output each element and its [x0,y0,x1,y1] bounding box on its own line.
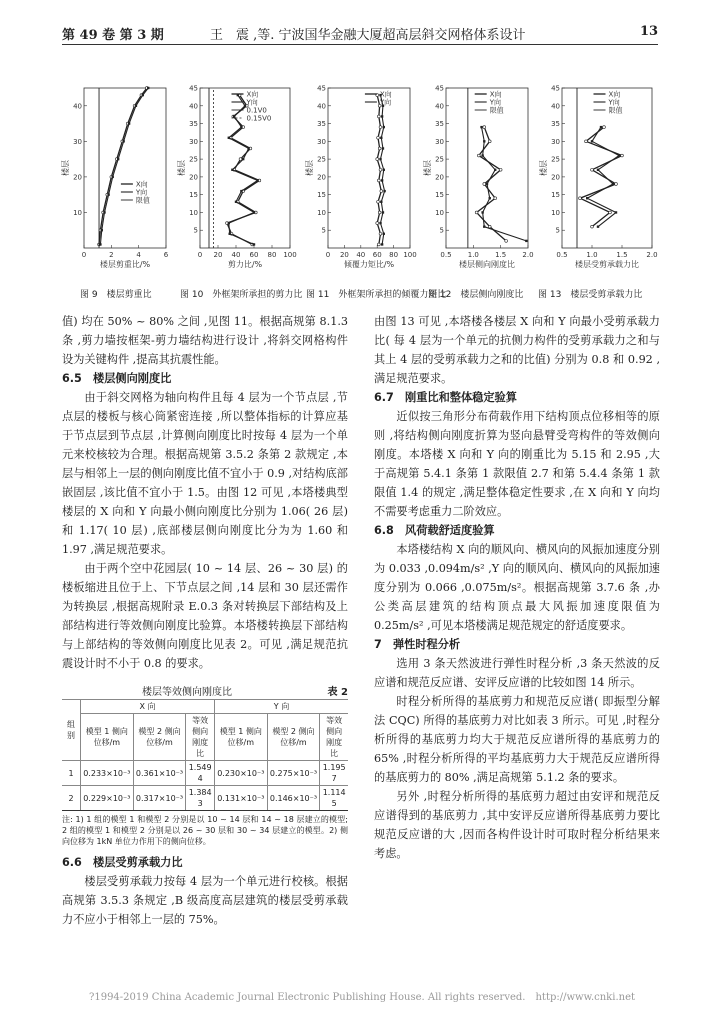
data-point [486,183,488,185]
data-point [483,225,485,227]
y-tick-label: 10 [73,208,82,217]
data-point [117,158,119,160]
figure-10 [178,80,298,284]
journal-volume: 第 49 卷 第 3 期 [62,28,164,43]
x-tick-label: 0 [81,251,87,259]
cell: 2 [62,786,81,811]
x-tick-label: 100 [403,251,417,259]
x-tick-label: 80 [389,251,399,259]
y-tick-label: 20 [317,173,326,182]
y-tick-label: 10 [435,208,444,217]
data-point [122,140,124,142]
data-point [380,201,382,203]
figure-9 [62,80,174,284]
x-tick-label: 4 [136,251,141,259]
data-point [505,239,508,242]
y-tick-label: 20 [551,173,560,182]
y-tick-label: 35 [435,120,444,129]
y-tick-label: 25 [189,155,198,164]
paragraph: 时程分析所得的基底剪力和规范反应谱( 即振型分解法 CQC) 所得的基底剪力对比如表 3 所示。可见 ,时程分析所得的基底剪力均大于规范反应谱所得的基底剪力的 65% ,时程分析所得的平均基底剪力大于规范反应谱所得的基底剪力的 80% ,满足高规第 5.1.2 条的要求。 [374,695,660,784]
series-line [100,88,148,244]
data-point [231,169,233,171]
data-point [475,211,478,214]
series-line [477,127,507,241]
cell: 1.384 3 [186,786,215,811]
data-point [618,154,620,156]
x-axis-label: 楼层剪重比/% [99,260,151,269]
data-point [489,197,491,199]
data-point [256,179,258,181]
y-tick-label: 40 [551,102,560,111]
y-tick-label: 5 [321,226,326,235]
x-tick-label: 100 [283,251,297,259]
y-tick-label: 20 [189,173,198,182]
page-number: 13 [640,24,659,39]
y-tick-label: 45 [551,84,560,93]
table-title: 楼层等效侧向刚度比 [142,687,232,698]
data-point [380,137,382,139]
data-point [600,126,602,128]
data-point [228,222,230,224]
y-tick-label: 30 [435,137,444,146]
data-point [242,158,244,160]
table-header-row [62,714,348,761]
paragraph: 本塔楼结构 X 向的顺风向、横风向的风振加速度分别为 0.033 ,0.094m/s² ,Y 向的顺风向、横风向的风振加速度分别为 0.066 ,0.075m/s²。根据高规第 3.7.6 条 ,办公类高层建筑的结构顶点最大风振加速度限值为 0.25m/s² ,可见本塔楼满足规范规定的舒适度要求。 [374,543,660,632]
figure-13 [540,80,660,284]
paragraph: 另外 ,时程分析所得的基底剪力超过由安评和规范反应谱得到的基底剪力 ,其中安评反应谱所得基底剪力要比规范反应谱的大 ,因而各构件设计时可取时程分析结果来考虑。 [374,790,660,860]
data-point [488,140,491,143]
th-model2: 模型 2 侧向位移/m [133,714,186,761]
legend-label: X向 [489,90,502,99]
x-tick-label: 20 [213,251,223,259]
data-point [377,179,380,182]
data-point [609,211,612,214]
data-point [376,222,379,225]
data-point [381,115,383,117]
y-tick-label: 15 [189,191,198,200]
legend-label: 限值 [608,106,623,115]
x-axis-label: 楼层侧向刚度比 [459,260,515,269]
data-point [383,126,385,128]
x-tick-label: 6 [163,251,169,259]
data-point [377,200,380,203]
paragraph: 值) 均在 50% ~ 80% 之间 ,见图 11。根据高规第 8.1.3 条 ,剪力墙按框架-剪力墙结构进行设计 ,将斜交网格构件设为关键构件 ,提高其抗震性能。 [62,315,348,366]
data-point [233,115,235,117]
x-tick-label: 2.0 [522,251,534,259]
y-tick-label: 40 [435,102,444,111]
header-rule [62,44,658,45]
x-tick-label: 60 [249,251,259,259]
x-axis-label: 倾覆力矩比/% [343,260,395,269]
y-tick-label: 30 [189,137,198,146]
y-tick-label: 10 [551,208,560,217]
cell: 0.146×10⁻³ [267,786,320,811]
paragraph: 近似按三角形分布荷载作用下结构顶点位移相等的原则 ,将结构侧向刚度折算为竖向悬臂受弯构件的等效侧向刚度。本塔楼 X 向和 Y 向的刚重比为 5.15 和 2.95 ,大于高规第 5.4.1 条第 1 款限值 2.7 和第 5.4.4 条第 1 款限值 1.4 的规定 ,满足整体稳定性要求 ,在 X 向和 Y 向均不需要考虑重力二阶效应。 [374,410,660,518]
data-point [494,169,496,171]
y-tick-label: 25 [435,155,444,164]
data-point [585,140,588,143]
data-point [128,122,130,124]
y-tick-label: 5 [555,226,560,235]
data-point [377,136,380,139]
y-tick-label: 45 [189,84,198,93]
x-tick-label: 40 [356,251,366,259]
cell: 1.549 4 [186,761,215,786]
cell: 0.361×10⁻³ [133,761,186,786]
y-tick-label: 10 [189,208,198,217]
x-tick-label: 60 [372,251,382,259]
data-point [483,183,486,186]
legend-label: X向 [135,180,148,189]
section-heading-6-7: 6.7 刚重比和整体稳定验算 [374,391,517,404]
legend-label: 0.15V0 [246,114,272,123]
data-point [591,168,594,171]
data-point [377,243,380,246]
data-point [229,233,231,235]
data-point [142,94,144,96]
data-point [135,105,137,107]
x-tick-label: 2.0 [646,251,658,259]
data-point [621,154,624,157]
paragraph: 由图 13 可见 ,本塔楼各楼层 X 向和 Y 向最小受剪承载力比( 每 4 层为一个单元的抗侧力构件的受剪承载力之和与其上 4 层的受剪承载力之和的比值) 分别为 0.8 和 0.92 ,满足规范要求。 [374,315,660,385]
data-point [603,126,606,129]
data-point [480,126,482,128]
caption-fig12: 图 12 楼层侧向刚度比 [428,290,524,300]
copyright-footer: ?1994-2019 China Academic Journal Electronic Publishing House. All rights reserved. http://www.cnki.net [88,992,635,1003]
x-tick-label: 1.0 [467,251,479,259]
stiffness-table [62,699,348,811]
x-tick-label: 1.5 [495,251,507,259]
x-axis-label: 楼层受剪承载力比 [575,260,639,269]
x-tick-label: 20 [339,251,349,259]
legend-label: X向 [379,90,392,99]
paragraph: 由于两个空中花园层( 10 ~ 14 层、26 ~ 30 层) 的楼板缩进且位于上、下节点层之间 ,14 层和 30 层还需作为转换层 ,根据高规附录 E.0.3 条对转换层下部结构及上部结构进行等效侧向刚度比验算。本塔楼转换层下部结构与上部结构的等效侧向刚度比见表 2。可见 ,满足规范抗震设计时不小于 0.8 的要求。 [62,562,348,670]
y-tick-label: 20 [435,173,444,182]
table-caption [62,683,348,699]
data-point [376,158,379,161]
data-point [525,240,527,242]
table-row [62,786,348,811]
data-point [477,154,480,157]
cell: 1.195 7 [320,761,348,786]
y-axis-label: 楼层 [177,160,186,176]
x-tick-label: 2 [109,251,114,259]
y-tick-label: 20 [73,173,82,182]
x-tick-label: 0 [325,251,331,259]
data-point [240,126,242,128]
data-point [615,211,617,213]
data-point [99,243,101,245]
data-point [101,229,103,231]
section-heading-6-6: 6.6 楼层受剪承载力比 [62,856,183,869]
data-point [380,190,383,193]
legend-label: 0.1V0 [246,106,267,115]
data-point [379,168,382,171]
x-tick-label: 0.5 [556,251,568,259]
th-y: Y 向 [214,700,348,714]
data-point [228,137,230,139]
caption-fig13: 图 13 楼层受剪承载力比 [538,290,643,300]
caption-fig10: 图 10 外框架所承担的剪力比 [180,290,303,300]
y-tick-label: 5 [193,226,198,235]
data-point [112,176,114,178]
cell: 0.233×10⁻³ [81,761,134,786]
data-point [615,183,618,186]
data-point [483,140,485,142]
legend-label: Y向 [489,98,501,107]
data-point [382,211,384,213]
plot-frame [562,88,652,248]
legend-label: 限值 [135,196,150,205]
data-point [240,190,242,192]
data-point [378,211,381,214]
table-label: 表 2 [327,687,348,698]
y-tick-label: 15 [551,191,560,200]
y-tick-label: 30 [317,137,326,146]
figure-12 [424,80,536,284]
x-tick-label: 1.0 [586,251,598,259]
running-title: 王 震 ,等. 宁波国华金融大厦超高层斜交网格体系设计 [210,28,526,43]
data-point [379,232,382,235]
y-tick-label: 45 [317,84,326,93]
legend-label: Y向 [608,98,620,107]
legend-label: Y向 [135,188,148,197]
right-column [374,312,660,863]
data-point [381,179,383,181]
data-point [381,243,383,245]
x-tick-label: 0 [197,251,203,259]
th-model1: 模型 1 侧向位移/m [81,714,134,761]
y-axis-label: 楼层 [61,160,70,176]
table-row [62,761,348,786]
cell: 0.230×10⁻³ [214,761,267,786]
data-point [377,115,380,118]
paragraph: 选用 3 条天然波进行弹性时程分析 ,3 条天然波的反应谱和规范反应谱、安评反应谱的比较如图 14 所示。 [374,657,660,689]
data-point [591,140,593,142]
y-tick-label: 10 [317,208,326,217]
data-point [591,225,594,228]
cell: 0.131×10⁻³ [214,786,267,811]
data-point [597,169,599,171]
data-point [103,211,105,213]
data-point [383,233,385,235]
cell: 1 [62,761,81,786]
legend-label: 限值 [489,106,504,115]
data-point [481,211,483,213]
data-point [483,126,486,129]
data-point [579,197,582,200]
data-point [378,147,381,150]
section-heading-7: 7 弹性时程分析 [374,638,461,651]
series-line [99,88,147,244]
y-tick-label: 40 [317,102,326,111]
paragraph: 楼层受剪承载力按每 4 层为一个单元进行校核。根据高规第 3.5.3 条规定 ,B 级高度高层建筑的楼层受剪承载力不应小于相邻上一层的 75%。 [62,875,348,926]
th-x: X 向 [81,700,215,714]
caption-fig11: 图 11 外框架所承担的倾覆力矩比 [306,290,447,300]
y-tick-label: 5 [439,226,444,235]
data-point [382,147,384,149]
left-column [62,312,348,929]
data-point [235,201,237,203]
data-point [481,154,483,156]
legend-label: X向 [608,90,621,99]
y-tick-label: 25 [317,155,326,164]
cell: 1.114 5 [320,786,348,811]
y-tick-label: 45 [435,84,444,93]
legend-label: Y向 [379,98,392,107]
legend-label: Y向 [246,98,258,107]
figure-11 [306,80,418,284]
th-model2: 模型 2 侧向位移/m [267,714,320,761]
data-point [147,87,149,89]
data-point [253,211,255,213]
cell: 0.275×10⁻³ [267,761,320,786]
data-point [586,197,588,199]
th-group: 组别 [62,700,81,761]
legend-label: X向 [246,90,259,99]
y-tick-label: 35 [317,120,326,129]
y-tick-label: 25 [551,155,560,164]
data-point [494,197,497,200]
cell: 0.317×10⁻³ [133,786,186,811]
y-tick-label: 15 [435,191,444,200]
th-ratio: 等效侧向刚度比 [320,714,348,761]
cell: 0.229×10⁻³ [81,786,134,811]
data-point [379,158,381,160]
data-point [383,169,385,171]
data-point [597,225,599,227]
x-axis-label: 剪力比/% [227,260,263,269]
x-tick-label: 1.5 [616,251,628,259]
table-note: 注: 1) 1 组的模型 1 和模型 2 分别是以 10 ~ 14 层和 14 ~ 18 层建立的模型; 2 组的模型 1 和模型 2 分别是以 26 ~ 30 层和 30 ~ 34 层建立的模型。2) 侧向位移为 1kN 单位力作用下的侧向位移。 [62,815,348,846]
y-tick-label: 30 [551,137,560,146]
data-point [612,183,614,185]
y-tick-label: 35 [551,120,560,129]
y-axis-label: 楼层 [423,160,432,176]
x-tick-label: 40 [231,251,241,259]
y-axis-label: 楼层 [305,160,314,176]
data-point [379,126,382,129]
data-point [379,222,381,224]
y-tick-label: 35 [189,120,198,129]
data-point [383,190,385,192]
data-point [499,168,502,171]
th-model1: 模型 1 侧向位移/m [214,714,267,761]
paragraph: 由于斜交网格为轴向构件且每 4 层为一个节点层 ,节点层的楼板与核心筒紧密连接 ,所以整体指标的计算应基于节点层到节点层 ,计算侧向刚度比时按每 4 层为一个单元来校核较为合理。根据高规第 3.5.2 条第 2 款规定 ,本层与相邻上一层的侧向刚度比值不宜小于 0.9 ,对结构底部嵌固层 ,该比值不宜小于 1.5。由图 12 可见 ,本塔楼典型楼层的 X 向和 Y 向最小侧向刚度比分别为 1.06( 26 层) 和 1.17( 10 层) ,底部楼层侧向刚度比分为为 1.60 和 1.97 ,满足规范要求。 [62,391,348,556]
y-tick-label: 30 [73,137,82,146]
th-ratio: 等效侧向刚度比 [186,714,215,761]
section-heading-6-8: 6.8 风荷载舒适度验算 [374,524,495,537]
section-heading-6-5: 6.5 楼层侧向刚度比 [62,372,172,385]
plot-frame [328,88,410,248]
y-tick-label: 40 [189,102,198,111]
y-tick-label: 15 [317,191,326,200]
y-tick-label: 40 [73,102,82,111]
x-tick-label: 0.5 [440,251,452,259]
data-point [107,193,109,195]
caption-fig9: 图 9 楼层剪重比 [80,290,152,300]
data-point [247,147,249,149]
data-point [253,243,255,245]
y-axis-label: 楼层 [539,160,548,176]
plot-frame [84,88,166,248]
x-tick-label: 80 [267,251,277,259]
